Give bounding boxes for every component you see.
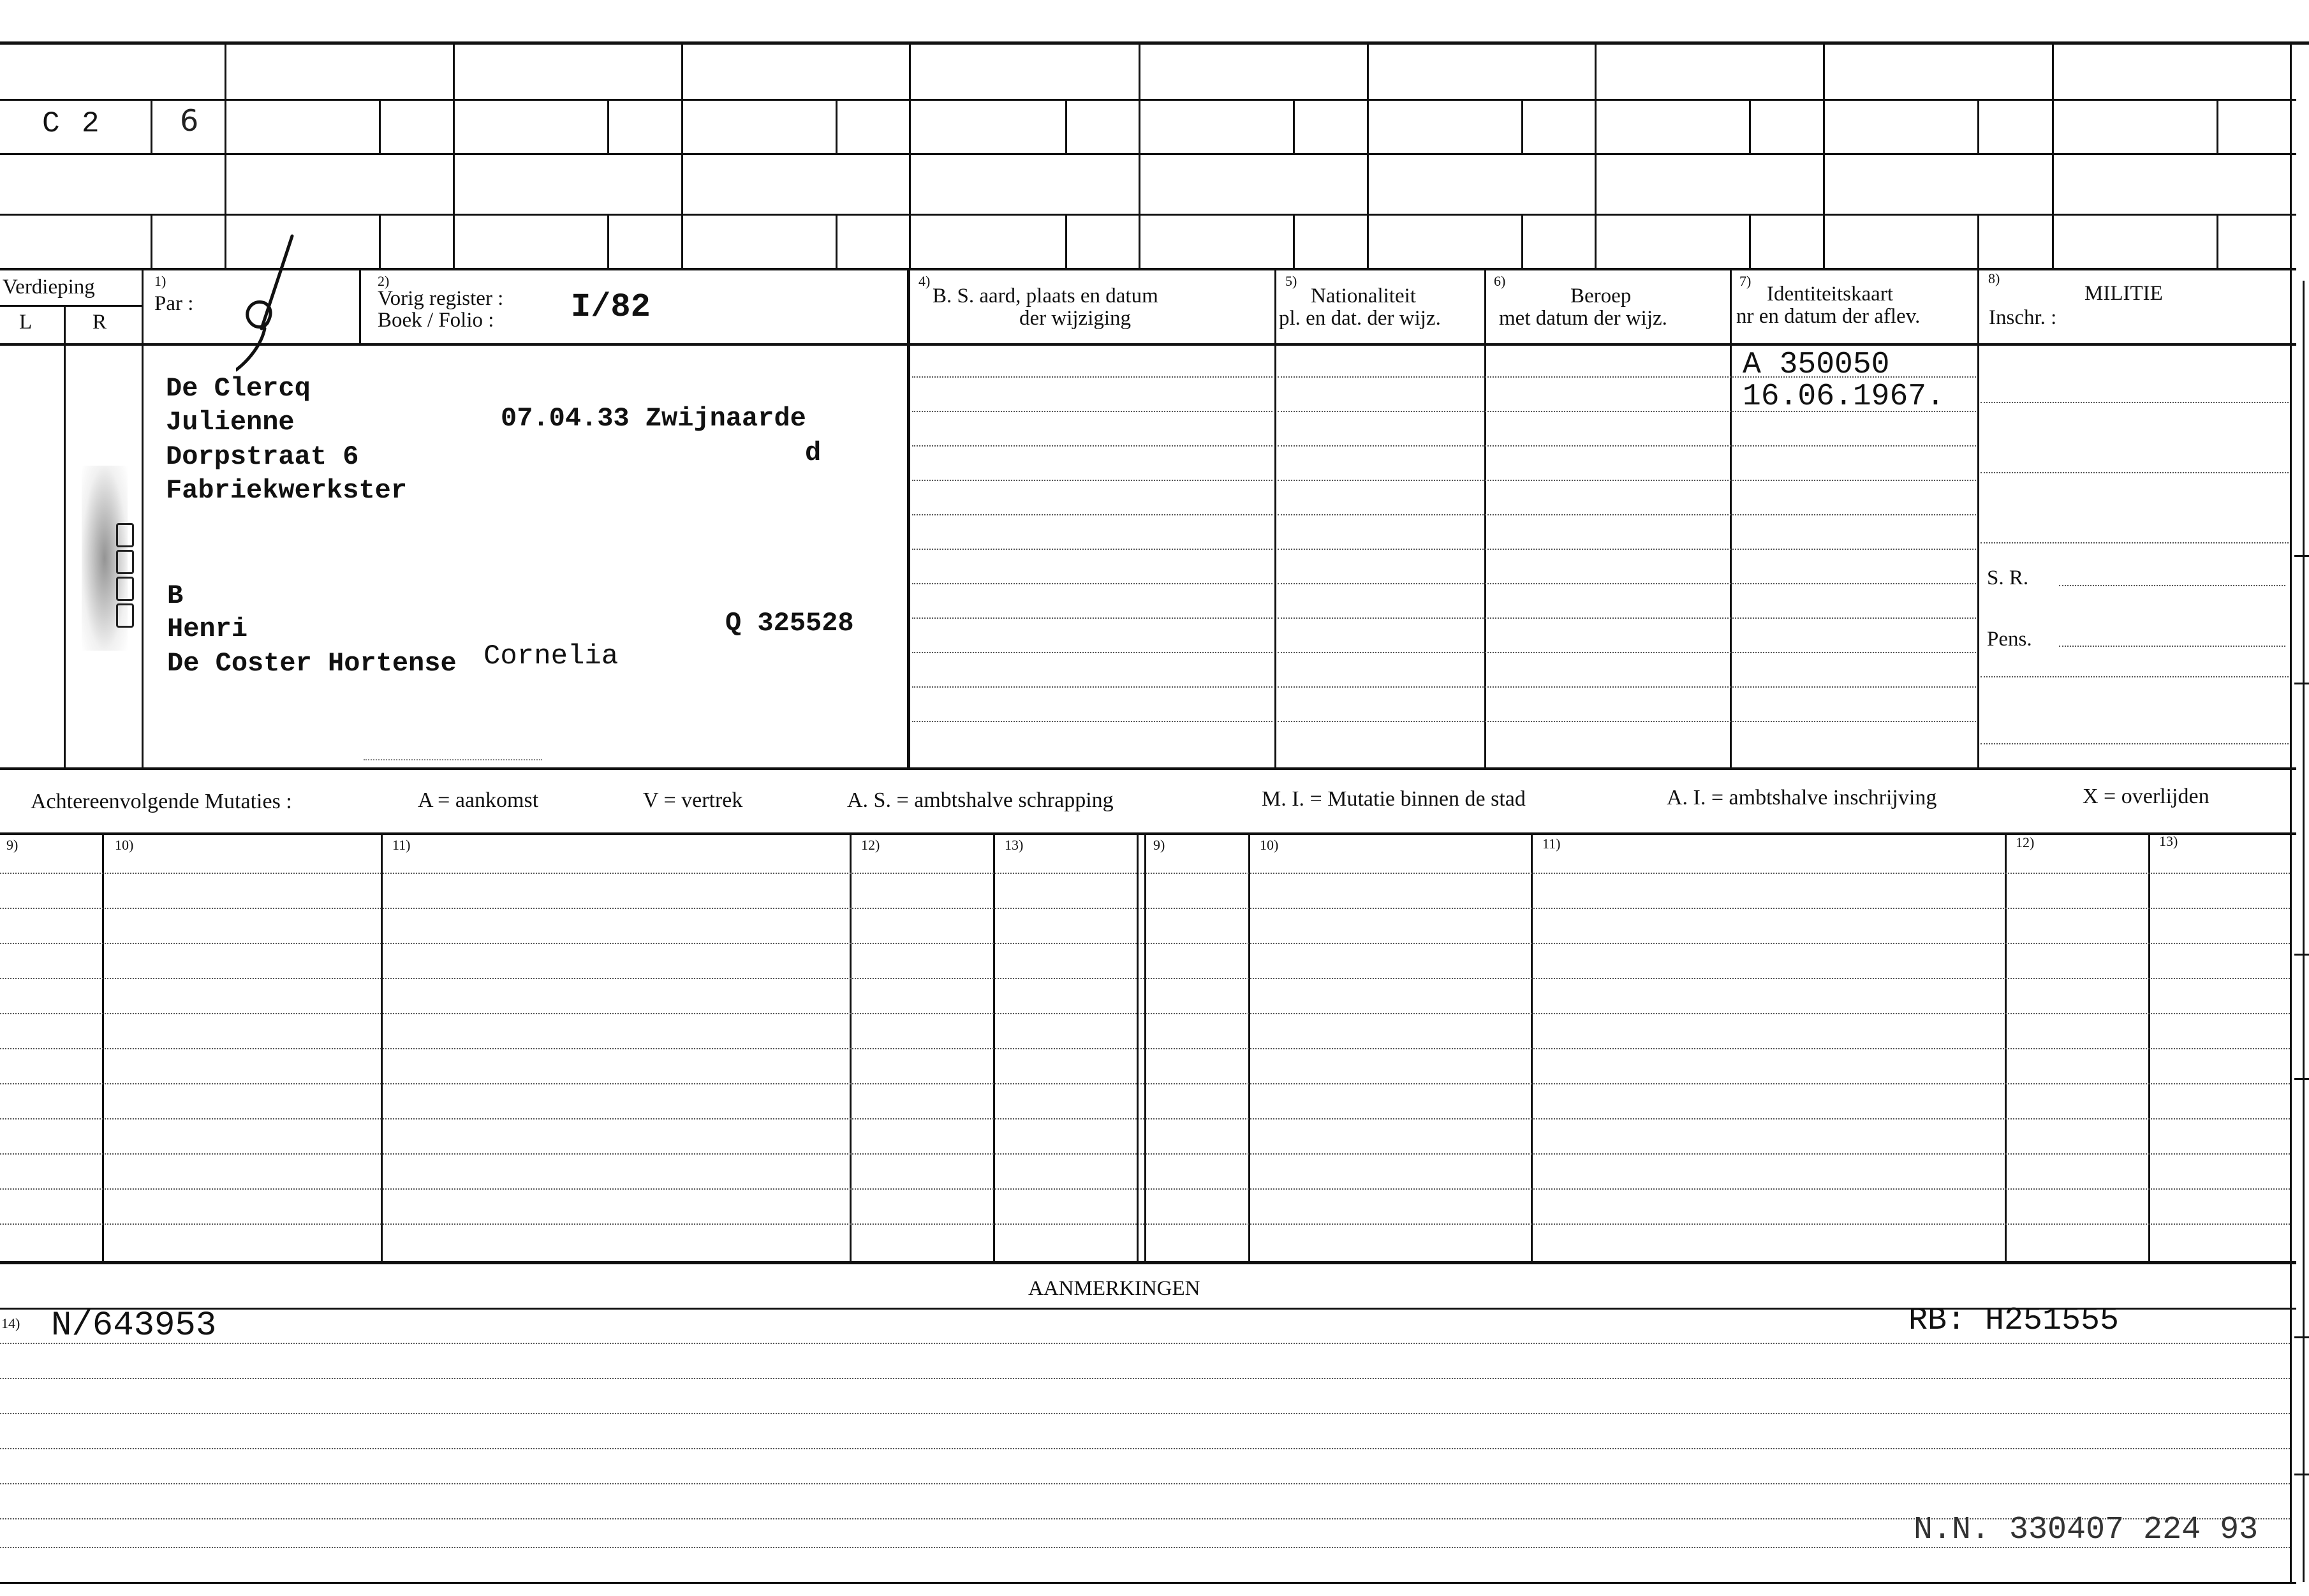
boek-folio-label: Boek / Folio : (378, 309, 494, 332)
dotted-line (1278, 549, 1976, 550)
pens-dotted-line (2059, 646, 2285, 647)
grid-v-short (607, 214, 609, 268)
dotted-line (1278, 480, 1976, 481)
dotted-line (1981, 676, 2289, 677)
field-number-6: 6) (1494, 273, 1506, 289)
partner-extra-name: Cornelia (483, 640, 619, 672)
edge-tick (2294, 683, 2309, 684)
grid-v-short (1293, 214, 1295, 268)
militie-label: MILITIE (2084, 282, 2163, 305)
dotted-line (0, 1153, 2290, 1155)
dotted-line (912, 721, 1273, 722)
grid-line (0, 268, 2296, 270)
grid-v (1595, 41, 1597, 268)
card-code-letter: C (42, 107, 60, 140)
dotted-line (0, 978, 2290, 979)
col-line (1137, 832, 1139, 1261)
dotted-line (1981, 402, 2289, 403)
col-line (850, 832, 852, 1261)
mutation-col-10: 10) (115, 837, 134, 853)
beroep-label-line2: met datum der wijz. (1499, 307, 1667, 330)
vorig-register-label: Vorig register : (378, 287, 504, 310)
legend-a: A = aankomst (418, 788, 539, 812)
edge-tick (2294, 1474, 2309, 1475)
grid-v-short (1065, 214, 1067, 268)
verdieping-l: L (19, 311, 33, 334)
dotted-line (0, 1448, 2290, 1449)
grid-v-short (1521, 99, 1523, 153)
verdieping-r: R (92, 311, 107, 334)
birth-date-place: 07.04.33 Zwijnaarde (501, 403, 806, 434)
sr-label: S. R. (1987, 566, 2029, 589)
dotted-line (1278, 514, 1976, 515)
identiteitskaart-label-line1: Identiteitskaart (1767, 283, 1893, 306)
right-border (2290, 41, 2292, 1582)
legend-mi: M. I. = Mutatie binnen de stad (1262, 787, 1526, 811)
edge-line (2303, 281, 2305, 1582)
col-line (64, 305, 66, 767)
dotted-line (912, 686, 1273, 688)
col-line (1730, 268, 1732, 767)
edge-tick (2294, 1336, 2309, 1338)
dotted-line (1278, 583, 1976, 584)
grid-v (1367, 41, 1369, 268)
grid-v (909, 41, 911, 268)
grid-v-short (1293, 99, 1295, 153)
par-handwritten-mark (236, 233, 300, 376)
grid-line (0, 1582, 2296, 1584)
dotted-line (1981, 542, 2289, 543)
dotted-line (912, 583, 1273, 584)
verdieping-label: Verdieping (3, 276, 95, 299)
civil-status: B (167, 580, 184, 611)
col-line (1144, 832, 1146, 1261)
nationaliteit-label-line1: Nationaliteit (1311, 284, 1416, 307)
dotted-line (0, 1048, 2290, 1049)
col-line (102, 832, 104, 1261)
nationaliteit-label-line2: pl. en dat. der wijz. (1279, 307, 1441, 330)
grid-line (0, 153, 2296, 155)
bs-label-line1: B. S. aard, plaats en datum (933, 284, 1158, 307)
card-code-digit: 2 (82, 107, 100, 140)
dotted-line (0, 1378, 2290, 1379)
col-line (1977, 268, 1979, 767)
col-line (359, 268, 361, 343)
edge-tick (2294, 555, 2309, 557)
legend-ai: A. I. = ambtshalve inschrijving (1667, 786, 1937, 809)
edge-tick (2294, 954, 2309, 956)
address: Dorpstraat 6 (166, 441, 359, 472)
grid-line (0, 1261, 2296, 1264)
dotted-line (0, 1343, 2290, 1344)
grid-line (0, 767, 2296, 770)
punch-box (116, 550, 134, 574)
dotted-line (1278, 652, 1976, 653)
col-line (2005, 832, 2007, 1261)
vorig-register-value: I/82 (571, 288, 651, 326)
dotted-line (0, 1413, 2290, 1414)
dotted-line (912, 376, 1273, 378)
grid-v (225, 41, 226, 268)
col-line (1484, 268, 1486, 767)
col-line (1274, 268, 1276, 767)
col-line (1531, 832, 1533, 1261)
id-card-date: 16.06.1967. (1743, 380, 1945, 414)
grid-v (2052, 41, 2054, 268)
legend-as: A. S. = ambtshalve schrapping (847, 788, 1114, 812)
profession: Fabriekwerkster (166, 475, 408, 506)
grid-v-short (836, 99, 837, 153)
grid-v (1823, 41, 1825, 268)
dotted-line (912, 652, 1273, 653)
dotted-line (1981, 743, 2289, 744)
punch-box (116, 523, 134, 547)
dotted-line (912, 411, 1273, 412)
mutation-col-10b: 10) (1260, 837, 1279, 853)
dotted-line (1981, 472, 2289, 473)
mutation-col-11b: 11) (1542, 836, 1561, 852)
dotted-line (1278, 617, 1976, 619)
grid-v-short (1521, 214, 1523, 268)
col-line (907, 268, 910, 767)
id-card-number: A 350050 (1743, 348, 1890, 382)
legend-intro: Achtereenvolgende Mutaties : (31, 790, 292, 813)
dotted-line (0, 1118, 2290, 1119)
inschr-label: Inschr. : (1989, 306, 2057, 329)
mutation-col-13b: 13) (2159, 833, 2178, 849)
grid-v-short (607, 99, 609, 153)
dotted-line (0, 1483, 2290, 1484)
surname: De Clercq (166, 373, 311, 404)
field-number-2: 2) (378, 273, 390, 289)
col-line (1248, 832, 1250, 1261)
top-border (0, 41, 2309, 45)
scan-noise (364, 759, 542, 760)
national-number: N.N. 330407 224 93 (1914, 1512, 2259, 1548)
dotted-line (1278, 721, 1976, 722)
grid-v-short (1977, 99, 1979, 153)
remarks-rb: RB: H251555 (1908, 1303, 2120, 1339)
dotted-line (1278, 445, 1976, 447)
grid-v-short (1749, 99, 1751, 153)
sr-dotted-line (2059, 585, 2285, 586)
dotted-line (0, 1013, 2290, 1014)
grid-v-short (1977, 214, 1979, 268)
bs-label-line2: der wijziging (1019, 307, 1132, 330)
grid-v (1139, 41, 1140, 268)
partner-firstname: Henri (167, 614, 248, 644)
field-number-5: 5) (1285, 273, 1297, 289)
punch-box (116, 577, 134, 601)
field-number-7: 7) (1739, 273, 1752, 289)
col-line (2148, 832, 2150, 1261)
dotted-line (912, 549, 1273, 550)
mutation-col-11: 11) (392, 837, 411, 853)
mutation-col-9: 9) (6, 837, 18, 853)
field-number-1: 1) (154, 273, 166, 289)
partner-number: Q 325528 (725, 608, 854, 639)
legend-x: X = overlijden (2083, 785, 2209, 808)
grid-v (453, 41, 455, 268)
punch-box (116, 603, 134, 628)
col-line (381, 832, 383, 1261)
dotted-line (912, 445, 1273, 447)
dotted-line (0, 873, 2290, 874)
partner-surname: De Coster Hortense (167, 648, 457, 679)
dotted-line (912, 480, 1273, 481)
grid-v-short (1749, 214, 1751, 268)
grid-line (0, 343, 2296, 346)
firstname: Julienne (166, 407, 295, 438)
dotted-line (1278, 686, 1976, 688)
verdieping-line (0, 305, 142, 307)
field-number-4: 4) (918, 273, 931, 289)
grid-v-short (151, 99, 152, 153)
par-label: Par : (154, 292, 194, 315)
remarks-field-number: 14) (1, 1315, 20, 1331)
grid-line (0, 99, 2296, 101)
beroep-label-line1: Beroep (1570, 284, 1632, 307)
mutation-col-13: 13) (1005, 837, 1024, 853)
mutation-col-12: 12) (861, 837, 880, 853)
dotted-line (912, 617, 1273, 619)
mutation-col-9b: 9) (1153, 837, 1165, 853)
grid-v-short (2217, 99, 2218, 153)
legend-v: V = vertrek (643, 788, 743, 812)
dotted-line (0, 943, 2290, 944)
identiteitskaart-label-line2: nr en datum der aflev. (1736, 305, 1921, 328)
grid-v-short (151, 214, 152, 268)
dotted-line (0, 908, 2290, 909)
grid-line (0, 214, 2296, 216)
mutation-col-12b: 12) (2016, 834, 2035, 850)
pens-label: Pens. (1987, 628, 2032, 651)
dotted-line (0, 1188, 2290, 1190)
dotted-line (0, 1083, 2290, 1084)
remarks-title: AANMERKINGEN (1028, 1277, 1200, 1300)
card-code-number: 6 (180, 103, 199, 138)
grid-v-short (836, 214, 837, 268)
dotted-line (912, 514, 1273, 515)
grid-v (681, 41, 683, 268)
grid-line (0, 832, 2296, 835)
dotted-line (0, 1223, 2290, 1225)
grid-v-short (379, 214, 381, 268)
col-line (993, 832, 995, 1261)
marker-d: d (805, 438, 822, 468)
grid-v-short (2217, 214, 2218, 268)
grid-v-short (379, 99, 381, 153)
col-line (142, 268, 144, 767)
field-number-8: 8) (1988, 270, 2000, 286)
remarks-code: N/643953 (51, 1306, 217, 1345)
edge-tick (2294, 1078, 2309, 1080)
grid-v-short (1065, 99, 1067, 153)
